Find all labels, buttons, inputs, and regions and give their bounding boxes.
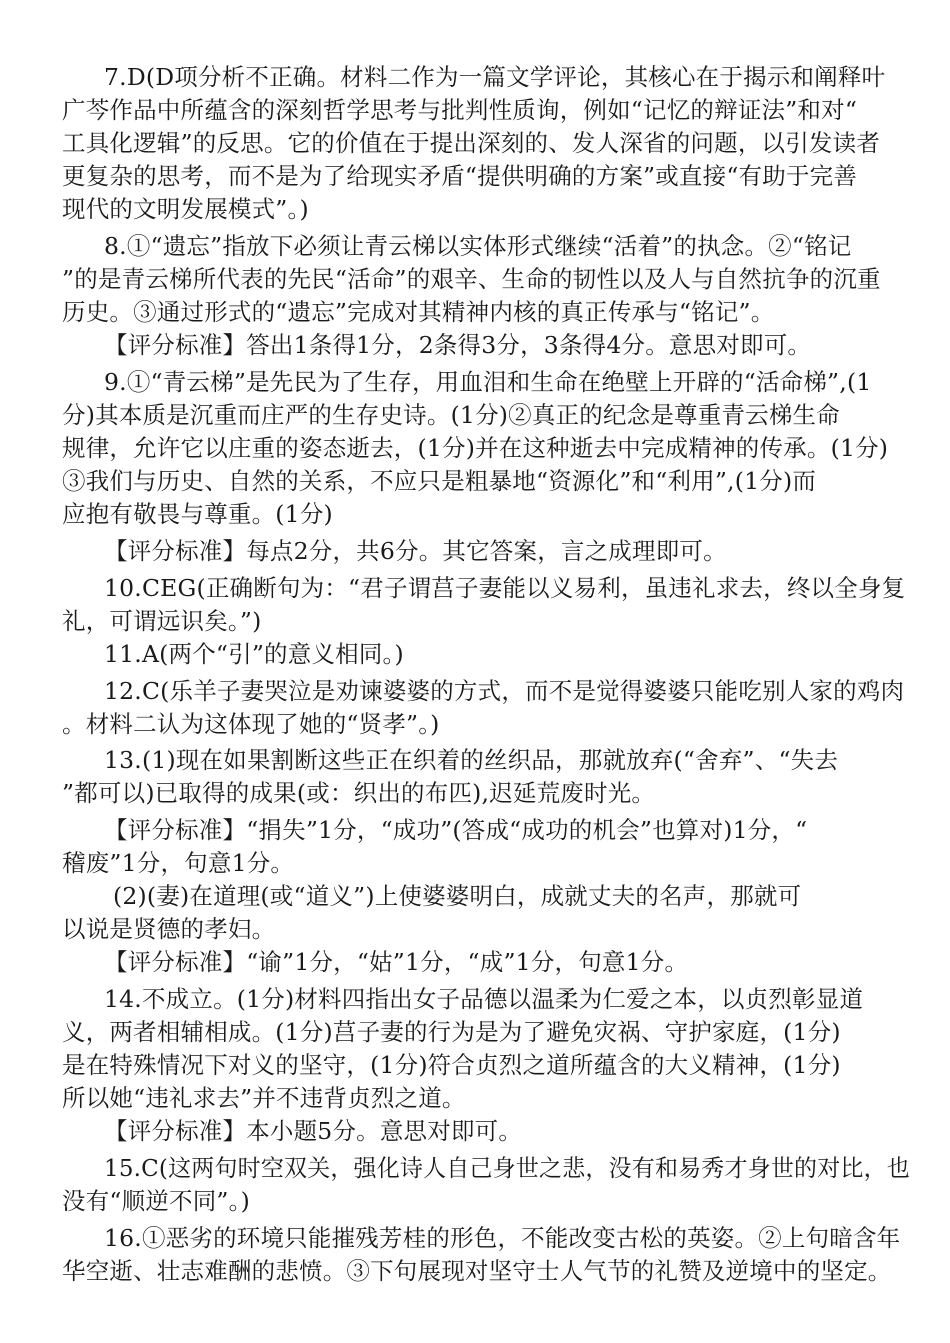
q14-line-1: 14.不成立。(1分)材料四指出女子品德以温柔为仁爱之本，以贞烈彰显道 <box>104 985 864 1013</box>
q13-2-line-2: 以说是贤德的孝妇。 <box>62 915 276 943</box>
q7-line-5: 现代的文明发展模式”。) <box>62 195 309 223</box>
q7-line-3: 工具化逻辑”的反思。它的价值在于提出深刻的、发人深省的问题，以引发读者 <box>62 129 881 157</box>
q12-line-2: 。材料二认为这体现了她的“贤孝”。) <box>62 710 440 738</box>
q9-line-5: 应抱有敬畏与尊重。(1分) <box>62 500 333 528</box>
q16-line-2: 华空逝、壮志难酬的悲愤。③下句展现对坚守士人气节的礼赞及逆境中的坚定。 <box>62 1257 892 1285</box>
q8-line-1: 8.①“遗忘”指放下必须让青云梯以实体形式继续“活着”的执念。②“铭记 <box>104 232 852 260</box>
q13-2-line-1: (2)(妻)在道理(或“道义”)上使婆婆明白，成就丈夫的名声，那就可 <box>113 882 802 910</box>
q10-line-2: 礼，可谓远识矣。”) <box>62 607 262 635</box>
q13-1-score-line-1: 【评分标准】“捐失”1分，“成功”(答成“成功的机会”也算对)1分，“ <box>104 816 808 844</box>
q14-line-4: 所以她“违礼求去”并不违背贞烈之道。 <box>62 1084 466 1112</box>
q13-1-score-line-2: 稽废”1分，句意1分。 <box>62 849 295 877</box>
q10-line-1: 10.CEG(正确断句为：“君子谓莒子妻能以义易利，虽违礼求去，终以全身复 <box>104 574 906 602</box>
q15-line-1: 15.C(这两句时空双关，强化诗人自己身世之悲，没有和易秀才身世的对比，也 <box>104 1154 910 1182</box>
q15-line-2: 没有“顺逆不同”。) <box>62 1187 250 1215</box>
q14-score: 【评分标准】本小题5分。意思对即可。 <box>104 1117 523 1145</box>
q7-line-1: 7.D(D项分析不正确。材料二作为一篇文学评论，其核心在于揭示和阐释叶 <box>104 63 886 91</box>
q9-line-1: 9.①“青云梯”是先民为了生存，用血泪和生命在绝壁上开辟的“活命梯”,(1 <box>104 368 872 396</box>
q9-line-3: 规律，允许它以庄重的姿态逝去，(1分)并在这种逝去中完成精神的传承。(1分) <box>62 434 889 462</box>
q8-line-3: 历史。③通过形式的“遗忘”完成对其精神内核的真正传承与“铭记”。 <box>62 298 775 326</box>
q13-1-line-1: 13.(1)现在如果割断这些正在织着的丝织品，那就放弃(“舍弃”、“失去 <box>104 746 839 774</box>
q9-line-2: 分)其本质是沉重而庄严的生存史诗。(1分)②真正的纪念是尊重青云梯生命 <box>62 401 840 429</box>
q13-2-score: 【评分标准】“谕”1分，“姑”1分，“成”1分，句意1分。 <box>104 948 689 976</box>
q8-line-2: ”的是青云梯所代表的先民“活命”的艰辛、生命的韧性以及人与自然抗争的沉重 <box>62 265 881 293</box>
q7-line-4: 更复杂的思考，而不是为了给现实矛盾“提供明确的方案”或直接“有助于完善 <box>62 162 858 190</box>
q14-line-2: 义，两者相辅相成。(1分)莒子妻的行为是为了避免灾祸、守护家庭，(1分) <box>62 1018 841 1046</box>
q9-line-4: ③我们与历史、自然的关系，不应只是粗暴地“资源化”和“利用”,(1分)而 <box>62 467 817 495</box>
q12-line-1: 12.C(乐羊子妻哭泣是劝谏婆婆的方式，而不是觉得婆婆只能吃别人家的鸡肉 <box>104 677 905 705</box>
q8-score: 【评分标准】答出1条得1分，2条得3分，3条得4分。意思对即可。 <box>104 331 812 359</box>
q11-line-1: 11.A(两个“引”的意义相同。) <box>104 640 404 668</box>
q16-line-1: 16.①恶劣的环境只能摧残芳桂的形色，不能改变古松的英姿。②上句暗含年 <box>104 1224 901 1252</box>
q7-line-2: 广芩作品中所蕴含的深刻哲学思考与批判性质询，例如“记忆的辩证法”和对“ <box>62 96 858 124</box>
q13-1-line-2: ”都可以)已取得的成果(或：织出的布匹),迟延荒废时光。 <box>62 779 656 807</box>
q14-line-3: 是在特殊情况下对义的坚守，(1分)符合贞烈之道所蕴含的大义精神，(1分) <box>62 1051 841 1079</box>
q9-score: 【评分标准】每点2分，共6分。其它答案，言之成理即可。 <box>104 537 727 565</box>
